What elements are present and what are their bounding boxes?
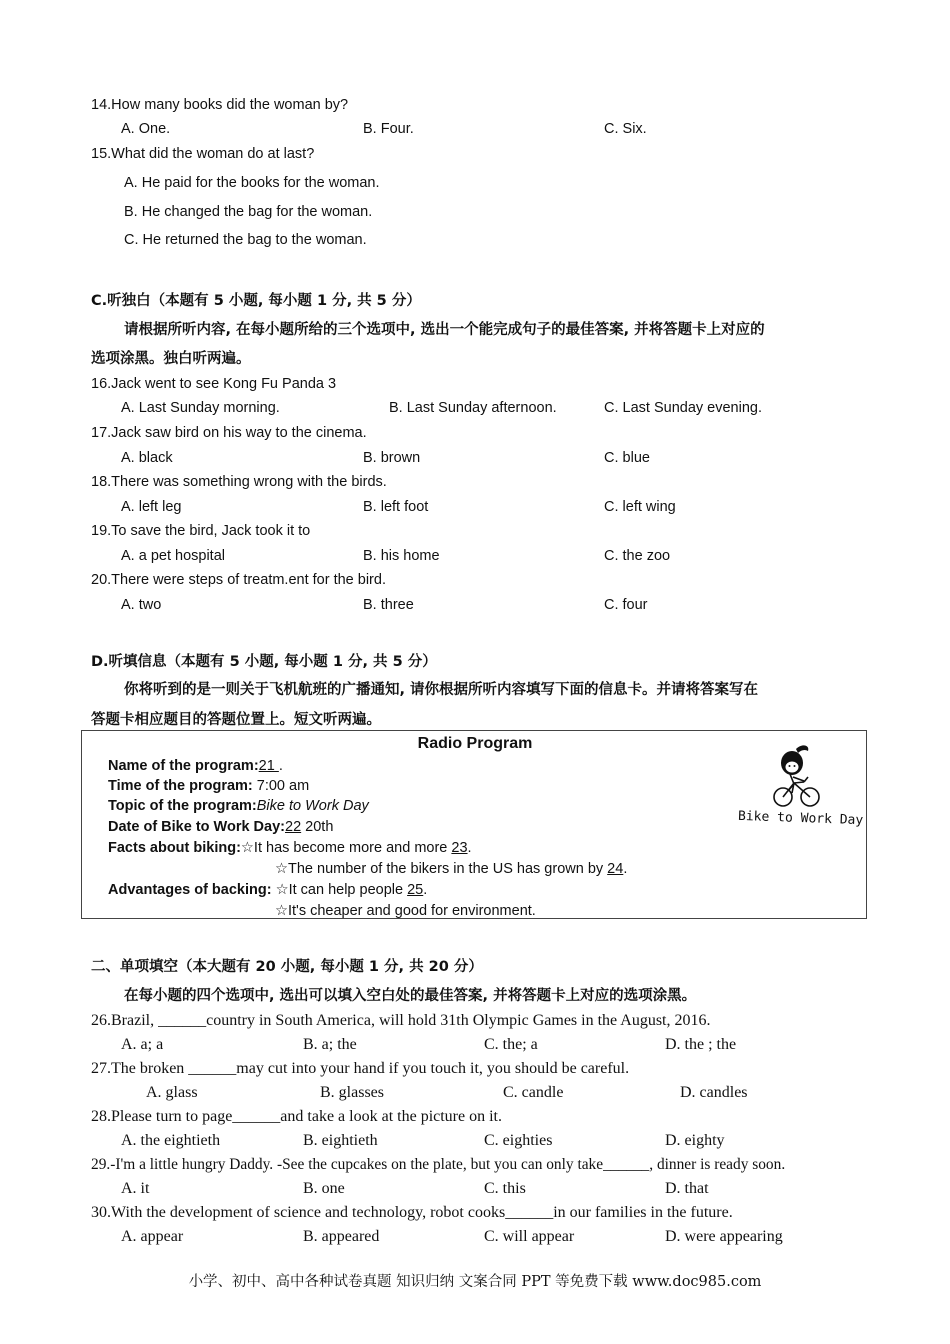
blank-22: 22 (285, 819, 302, 835)
q19-option-c: C. the zoo (604, 548, 671, 564)
section2-instruction: 在每小题的四个选项中, 选出可以填入空白处的最佳答案, 并将答题卡上对应的选项涂黑。 (124, 988, 697, 1004)
q18-stem: 18.There was something wrong with the birds. (91, 474, 387, 490)
q15-option-a: A. He paid for the books for the woman. (124, 175, 380, 191)
q29-option-c: C. this (484, 1180, 526, 1197)
card-row-topic (108, 798, 369, 814)
q20-option-c: C. four (604, 597, 648, 613)
radio-program-card (81, 730, 867, 919)
q27-option-c: C. candle (503, 1084, 564, 1101)
blank-25: 25 (407, 882, 424, 898)
q18-option-c: C. left wing (604, 499, 676, 515)
q29-option-b: B. one (303, 1180, 345, 1197)
q30-option-d: D. were appearing (665, 1228, 783, 1245)
card-row-adv2 (275, 903, 536, 919)
facts-label: Facts about biking: (108, 840, 241, 856)
q17-stem: 17.Jack saw bird on his way to the cinema. (91, 425, 367, 441)
q27-stem: 27.The broken ______may cut into your hand if you touch it, you should be careful. (91, 1060, 630, 1077)
q14-option-c: C. Six. (604, 121, 647, 137)
q15-stem: 15.What did the woman do at last? (91, 146, 315, 162)
adv2-text: ☆It's cheaper and good for environment. (275, 903, 536, 919)
blank-21: 21 (258, 758, 279, 774)
q26-option-c: C. the; a (484, 1036, 538, 1053)
date-label: Date of Bike to Work Day: (108, 819, 285, 835)
q28-option-c: C. eighties (484, 1132, 553, 1149)
q27-option-d: D. candles (680, 1084, 748, 1101)
card-row-advantages (108, 882, 427, 898)
q14-stem: 14.How many books did the woman by? (91, 97, 349, 113)
date-value: 20th (301, 819, 334, 835)
adv1-text: ☆It can help people (271, 882, 408, 898)
fact2-text: ☆The number of the bikers in the US has grown by (275, 861, 608, 877)
q20-option-a: A. two (121, 597, 162, 613)
name-end: . (278, 758, 283, 774)
q16-option-b: B. Last Sunday afternoon. (389, 400, 557, 416)
q16-option-c: C. Last Sunday evening. (604, 400, 762, 416)
page-footer: 小学、初中、高中各种试卷真题 知识归纳 文案合同 PPT 等免费下载 www.doc985.com (188, 1274, 762, 1290)
q17-option-b: B. brown (363, 450, 421, 466)
fact1-text: ☆It has become more and more (240, 840, 452, 856)
advantages-label: Advantages of backing: (108, 882, 272, 898)
card-row-facts (108, 840, 472, 856)
q18-option-b: B. left foot (363, 499, 429, 515)
q28-option-d: D. eighty (665, 1132, 725, 1149)
q20-stem: 20.There were steps of treatm.ent for the bird. (91, 572, 386, 588)
card-row-fact2 (275, 861, 627, 877)
part-c-instruction-line1: 请根据所听内容, 在每小题所给的三个选项中, 选出一个能完成句子的最佳答案, 并将答题卡上对应的 (124, 322, 765, 338)
time-label: Time of the program: (108, 778, 253, 794)
topic-value: Bike to Work Day (256, 798, 369, 814)
q15-option-c: C. He returned the bag to the woman. (124, 232, 367, 248)
topic-label: Topic of the program: (108, 798, 257, 814)
part-d-instruction-line1: 你将听到的是一则关于飞机航班的广播通知, 请你根据所听内容填写下面的信息卡。并请将答案写在 (124, 682, 759, 698)
q14-option-b: B. Four. (363, 121, 414, 137)
q28-stem: 28.Please turn to page______and take a look at the picture on it. (91, 1108, 502, 1125)
q26-option-d: D. the ; the (665, 1036, 737, 1053)
blank-23: 23 (451, 840, 468, 856)
part-d-heading: D.听填信息（本题有 5 小题, 每小题 1 分, 共 5 分） (91, 654, 437, 670)
q16-stem: 16.Jack went to see Kong Fu Panda 3 (91, 376, 337, 392)
q28-option-b: B. eightieth (303, 1132, 378, 1149)
blank-24: 24 (607, 861, 624, 877)
q30-option-c: C. will appear (484, 1228, 575, 1245)
q27-option-b: B. glasses (320, 1084, 384, 1101)
q29-option-a: A. it (121, 1180, 150, 1197)
q26-stem: 26.Brazil, ______country in South America, will hold 31th Olympic Games in the August, 2016. (91, 1012, 711, 1029)
adv1-end: . (423, 882, 428, 898)
q16-option-a: A. Last Sunday morning. (121, 400, 280, 416)
part-c-heading: C.听独白（本题有 5 小题, 每小题 1 分, 共 5 分） (91, 293, 421, 309)
q29-stem: 29.-I'm a little hungry Daddy. -See the cupcakes on the plate, but you can only take______, dinner is ready soon. (91, 1156, 786, 1173)
q17-option-c: C. blue (604, 450, 650, 466)
q15-option-b: B. He changed the bag for the woman. (124, 204, 373, 220)
card-title: Radio Program (417, 735, 533, 752)
q19-option-a: A. a pet hospital (121, 548, 225, 564)
name-label: Name of the program: (108, 758, 259, 774)
q19-stem: 19.To save the bird, Jack took it to (91, 523, 311, 539)
q30-option-a: A. appear (121, 1228, 184, 1245)
q26-option-b: B. a; the (303, 1036, 357, 1053)
q14-option-a: A. One. (121, 121, 171, 137)
q29-option-d: D. that (665, 1180, 709, 1197)
q18-option-a: A. left leg (121, 499, 182, 515)
girl-on-bike-illustration (752, 741, 842, 813)
part-d-instruction-line2: 答题卡相应题目的答题位置上。短文听两遍。 (91, 712, 381, 728)
card-row-time (108, 778, 309, 794)
q17-option-a: A. black (121, 450, 173, 466)
card-row-name (108, 758, 283, 774)
illustration-caption: Bike to Work Day (737, 808, 864, 829)
card-row-date (108, 819, 333, 835)
section2-heading: 二、单项填空（本大题有 20 小题, 每小题 1 分, 共 20 分） (91, 959, 483, 975)
q26-option-a: A. a; a (121, 1036, 164, 1053)
fact1-end: . (467, 840, 472, 856)
q28-option-a: A. the eightieth (121, 1132, 221, 1149)
part-c-instruction-line2: 选项涂黑。独白听两遍。 (91, 351, 251, 367)
q27-option-a: A. glass (146, 1084, 198, 1101)
q30-stem: 30.With the development of science and technology, robot cooks______in our families in the future. (91, 1204, 733, 1221)
time-value: 7:00 am (252, 778, 310, 794)
q19-option-b: B. his home (363, 548, 440, 564)
fact2-end: . (623, 861, 628, 877)
q20-option-b: B. three (363, 597, 414, 613)
q30-option-b: B. appeared (303, 1228, 380, 1245)
